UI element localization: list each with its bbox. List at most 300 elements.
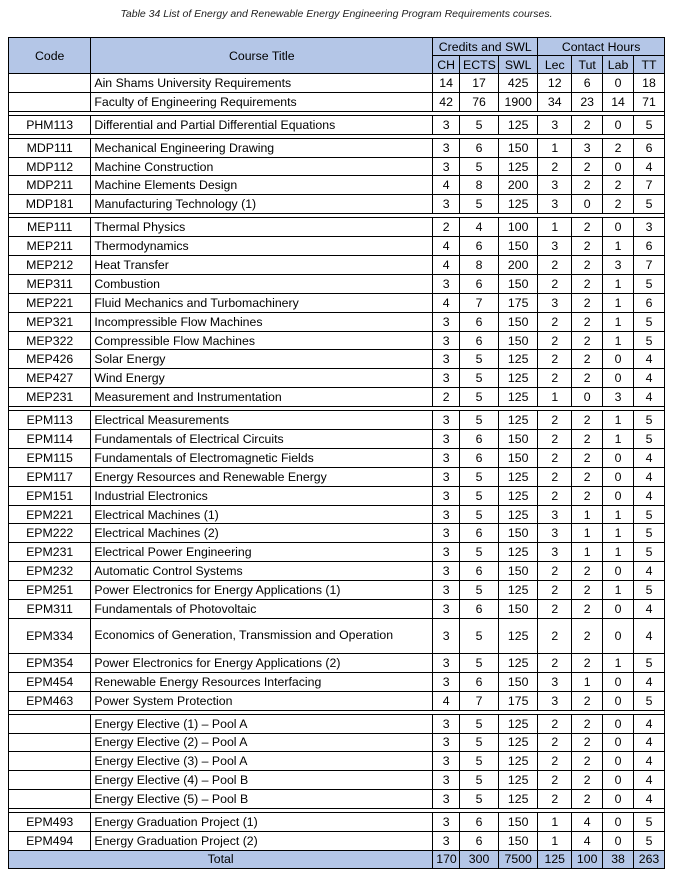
cell-ch: 3 (433, 312, 460, 331)
cell-lec: 2 (538, 157, 572, 176)
cell-lab: 1 (603, 237, 634, 256)
cell-ects: 6 (460, 312, 499, 331)
cell-ects: 7 (460, 691, 499, 710)
cell-lec: 3 (538, 524, 572, 543)
cell-title: Energy Elective (3) – Pool A (91, 752, 433, 771)
total-tut: 100 (572, 850, 603, 868)
cell-tt: 5 (634, 430, 665, 449)
cell-title: Machine Construction (91, 157, 433, 176)
cell-code: EPM354 (9, 653, 91, 672)
cell-ects: 6 (460, 331, 499, 350)
cell-tt: 4 (634, 562, 665, 581)
cell-lec: 3 (538, 176, 572, 195)
cell-title: Fundamentals of Photovoltaic (91, 600, 433, 619)
cell-tut: 2 (572, 157, 603, 176)
cell-swl: 150 (499, 237, 538, 256)
cell-tut: 2 (572, 733, 603, 752)
cell-tt: 4 (634, 369, 665, 388)
cell-lec: 3 (538, 195, 572, 214)
cell-swl: 125 (499, 486, 538, 505)
cell-ch: 3 (433, 486, 460, 505)
table-row (9, 369, 665, 388)
cell-tt: 5 (634, 581, 665, 600)
cell-swl: 125 (499, 618, 538, 653)
cell-tut: 2 (572, 411, 603, 430)
table-row (9, 733, 665, 752)
cell-title: Machine Elements Design (91, 176, 433, 195)
cell-swl: 125 (499, 350, 538, 369)
cell-lec: 2 (538, 733, 572, 752)
cell-swl: 200 (499, 176, 538, 195)
header-ch: CH (433, 56, 460, 74)
table-row (9, 74, 665, 93)
cell-ects: 5 (460, 411, 499, 430)
cell-lec: 2 (538, 331, 572, 350)
cell-tt: 5 (634, 115, 665, 134)
cell-lec: 1 (538, 388, 572, 407)
header-tut: Tut (572, 56, 603, 74)
cell-swl: 125 (499, 733, 538, 752)
cell-code: MDP111 (9, 138, 91, 157)
cell-tut: 1 (572, 543, 603, 562)
cell-ects: 7 (460, 293, 499, 312)
cell-ch: 4 (433, 293, 460, 312)
total-lab: 38 (603, 850, 634, 868)
cell-tt: 5 (634, 195, 665, 214)
table-row (9, 411, 665, 430)
cell-tt: 5 (634, 831, 665, 850)
cell-lec: 2 (538, 771, 572, 790)
cell-title: Energy Resources and Renewable Energy (91, 467, 433, 486)
cell-ects: 6 (460, 430, 499, 449)
cell-lab: 0 (603, 672, 634, 691)
cell-lec: 3 (538, 505, 572, 524)
cell-tt: 5 (634, 312, 665, 331)
cell-title: Power System Protection (91, 691, 433, 710)
cell-swl: 125 (499, 115, 538, 134)
cell-lec: 2 (538, 448, 572, 467)
cell-tut: 4 (572, 813, 603, 832)
cell-ects: 5 (460, 195, 499, 214)
cell-lec: 3 (538, 293, 572, 312)
cell-title: Electrical Machines (1) (91, 505, 433, 524)
cell-lec: 3 (538, 115, 572, 134)
cell-title: Manufacturing Technology (1) (91, 195, 433, 214)
table-row (9, 176, 665, 195)
cell-swl: 125 (499, 714, 538, 733)
table-row (9, 195, 665, 214)
cell-lab: 3 (603, 256, 634, 275)
cell-swl: 1900 (499, 92, 538, 111)
cell-lec: 2 (538, 618, 572, 653)
cell-ects: 6 (460, 237, 499, 256)
table-row (9, 543, 665, 562)
cell-ects: 6 (460, 831, 499, 850)
cell-lab: 0 (603, 691, 634, 710)
cell-title: Energy Graduation Project (2) (91, 831, 433, 850)
cell-tt: 5 (634, 691, 665, 710)
cell-tt: 6 (634, 293, 665, 312)
cell-lec: 2 (538, 752, 572, 771)
cell-lab: 0 (603, 790, 634, 809)
cell-code: EPM232 (9, 562, 91, 581)
header-course-title: Course Title (91, 38, 433, 74)
table-row (9, 714, 665, 733)
table-row (9, 218, 665, 237)
cell-tut: 2 (572, 256, 603, 275)
cell-ects: 17 (460, 74, 499, 93)
cell-code: EPM454 (9, 672, 91, 691)
cell-lec: 12 (538, 74, 572, 93)
table-row (9, 237, 665, 256)
cell-tut: 2 (572, 600, 603, 619)
cell-code: MDP181 (9, 195, 91, 214)
cell-swl: 125 (499, 467, 538, 486)
header-lec: Lec (538, 56, 572, 74)
cell-lab: 0 (603, 157, 634, 176)
cell-tut: 2 (572, 562, 603, 581)
cell-tt: 4 (634, 790, 665, 809)
cell-tut: 1 (572, 524, 603, 543)
cell-lab: 2 (603, 138, 634, 157)
cell-lab: 2 (603, 176, 634, 195)
cell-title: Energy Elective (5) – Pool B (91, 790, 433, 809)
cell-code (9, 790, 91, 809)
requirements-body (9, 74, 665, 851)
cell-tut: 4 (572, 831, 603, 850)
cell-swl: 175 (499, 691, 538, 710)
cell-title: Solar Energy (91, 350, 433, 369)
cell-tut: 2 (572, 467, 603, 486)
table-row (9, 138, 665, 157)
cell-ch: 14 (433, 74, 460, 93)
cell-ch: 3 (433, 714, 460, 733)
cell-lab: 0 (603, 115, 634, 134)
cell-ects: 4 (460, 218, 499, 237)
table-row (9, 256, 665, 275)
cell-swl: 150 (499, 138, 538, 157)
cell-tut: 2 (572, 237, 603, 256)
total-swl: 7500 (499, 850, 538, 868)
cell-lab: 1 (603, 430, 634, 449)
cell-lab: 1 (603, 411, 634, 430)
cell-tut: 2 (572, 274, 603, 293)
cell-ch: 3 (433, 543, 460, 562)
table-row (9, 581, 665, 600)
cell-ch: 3 (433, 581, 460, 600)
cell-title: Energy Elective (1) – Pool A (91, 714, 433, 733)
cell-ch: 4 (433, 237, 460, 256)
cell-swl: 125 (499, 790, 538, 809)
cell-lec: 3 (538, 691, 572, 710)
cell-ch: 4 (433, 691, 460, 710)
cell-code (9, 92, 91, 111)
cell-lec: 2 (538, 256, 572, 275)
table-row (9, 562, 665, 581)
total-row (9, 850, 665, 868)
cell-code: MEP212 (9, 256, 91, 275)
cell-title: Economics of Generation, Transmission and Operation (91, 618, 433, 653)
table-row (9, 448, 665, 467)
cell-code: EPM221 (9, 505, 91, 524)
cell-ch: 2 (433, 388, 460, 407)
cell-swl: 125 (499, 543, 538, 562)
cell-tt: 5 (634, 524, 665, 543)
cell-swl: 150 (499, 562, 538, 581)
table-row (9, 350, 665, 369)
cell-title: Fluid Mechanics and Turbomachinery (91, 293, 433, 312)
cell-ch: 3 (433, 331, 460, 350)
cell-code: EPM334 (9, 618, 91, 653)
cell-title: Heat Transfer (91, 256, 433, 275)
total-lec: 125 (538, 850, 572, 868)
cell-ects: 6 (460, 448, 499, 467)
table-row (9, 524, 665, 543)
cell-ects: 5 (460, 388, 499, 407)
cell-ects: 6 (460, 138, 499, 157)
cell-swl: 125 (499, 411, 538, 430)
cell-lab: 2 (603, 195, 634, 214)
cell-code: MEP311 (9, 274, 91, 293)
cell-lec: 2 (538, 430, 572, 449)
cell-ch: 3 (433, 653, 460, 672)
cell-swl: 125 (499, 388, 538, 407)
cell-lec: 3 (538, 672, 572, 691)
cell-ch: 3 (433, 524, 460, 543)
cell-ch: 3 (433, 790, 460, 809)
cell-lec: 1 (538, 813, 572, 832)
cell-lec: 2 (538, 350, 572, 369)
cell-lec: 2 (538, 714, 572, 733)
cell-tut: 2 (572, 350, 603, 369)
cell-title: Renewable Energy Resources Interfacing (91, 672, 433, 691)
cell-code: MEP231 (9, 388, 91, 407)
cell-code: EPM311 (9, 600, 91, 619)
cell-lab: 0 (603, 714, 634, 733)
table-row (9, 430, 665, 449)
cell-ch: 3 (433, 350, 460, 369)
cell-ch: 3 (433, 138, 460, 157)
cell-code: PHM113 (9, 115, 91, 134)
cell-swl: 125 (499, 505, 538, 524)
cell-tut: 2 (572, 486, 603, 505)
cell-title: Combustion (91, 274, 433, 293)
cell-ch: 4 (433, 256, 460, 275)
cell-lab: 1 (603, 293, 634, 312)
cell-ects: 5 (460, 115, 499, 134)
total-label: Total (9, 850, 433, 868)
cell-swl: 150 (499, 274, 538, 293)
cell-swl: 125 (499, 752, 538, 771)
table-row (9, 600, 665, 619)
cell-ects: 5 (460, 467, 499, 486)
cell-tut: 2 (572, 218, 603, 237)
header-code: Code (9, 38, 91, 74)
cell-title: Electrical Power Engineering (91, 543, 433, 562)
cell-ch: 3 (433, 115, 460, 134)
cell-ch: 3 (433, 157, 460, 176)
cell-lab: 0 (603, 813, 634, 832)
cell-ch: 3 (433, 813, 460, 832)
cell-ects: 5 (460, 771, 499, 790)
cell-tt: 3 (634, 218, 665, 237)
header-contact-group: Contact Hours (538, 38, 665, 56)
cell-lab: 1 (603, 331, 634, 350)
cell-ch: 3 (433, 411, 460, 430)
cell-tut: 2 (572, 771, 603, 790)
cell-tut: 0 (572, 388, 603, 407)
table-row (9, 752, 665, 771)
cell-ects: 5 (460, 714, 499, 733)
table-row (9, 790, 665, 809)
cell-ects: 8 (460, 256, 499, 275)
table-row (9, 505, 665, 524)
cell-swl: 425 (499, 74, 538, 93)
cell-ects: 5 (460, 505, 499, 524)
cell-lab: 1 (603, 274, 634, 293)
cell-lab: 0 (603, 218, 634, 237)
cell-title: Wind Energy (91, 369, 433, 388)
cell-code: EPM494 (9, 831, 91, 850)
cell-code: EPM493 (9, 813, 91, 832)
cell-ch: 3 (433, 274, 460, 293)
cell-swl: 125 (499, 369, 538, 388)
table-row (9, 486, 665, 505)
table-row (9, 274, 665, 293)
cell-tut: 2 (572, 312, 603, 331)
cell-code: EPM463 (9, 691, 91, 710)
cell-ects: 6 (460, 562, 499, 581)
cell-lab: 3 (603, 388, 634, 407)
header-lab: Lab (603, 56, 634, 74)
cell-tt: 4 (634, 350, 665, 369)
cell-tut: 2 (572, 176, 603, 195)
cell-code: EPM115 (9, 448, 91, 467)
cell-ects: 5 (460, 350, 499, 369)
cell-lec: 1 (538, 138, 572, 157)
total-ects: 300 (460, 850, 499, 868)
cell-title: Fundamentals of Electromagnetic Fields (91, 448, 433, 467)
cell-title: Faculty of Engineering Requirements (91, 92, 433, 111)
cell-lab: 0 (603, 618, 634, 653)
cell-title: Energy Elective (2) – Pool A (91, 733, 433, 752)
cell-swl: 150 (499, 831, 538, 850)
cell-tut: 2 (572, 653, 603, 672)
cell-ects: 5 (460, 581, 499, 600)
header-ects: ECTS (460, 56, 499, 74)
cell-lab: 0 (603, 600, 634, 619)
cell-swl: 150 (499, 430, 538, 449)
cell-code: MEP426 (9, 350, 91, 369)
header-credits-group: Credits and SWL (433, 38, 538, 56)
cell-tt: 71 (634, 92, 665, 111)
cell-code: EPM113 (9, 411, 91, 430)
cell-tt: 6 (634, 237, 665, 256)
cell-code: MEP321 (9, 312, 91, 331)
cell-tut: 6 (572, 74, 603, 93)
cell-lab: 1 (603, 505, 634, 524)
cell-tut: 1 (572, 505, 603, 524)
cell-code: MEP221 (9, 293, 91, 312)
table-row (9, 771, 665, 790)
cell-swl: 150 (499, 524, 538, 543)
cell-title: Measurement and Instrumentation (91, 388, 433, 407)
cell-code: EPM117 (9, 467, 91, 486)
cell-ects: 5 (460, 486, 499, 505)
table-row (9, 115, 665, 134)
table-row (9, 618, 665, 653)
cell-lec: 1 (538, 831, 572, 850)
cell-ch: 3 (433, 467, 460, 486)
cell-lab: 0 (603, 733, 634, 752)
cell-tut: 2 (572, 752, 603, 771)
cell-swl: 150 (499, 672, 538, 691)
cell-swl: 100 (499, 218, 538, 237)
cell-swl: 150 (499, 600, 538, 619)
cell-title: Incompressible Flow Machines (91, 312, 433, 331)
cell-tut: 2 (572, 115, 603, 134)
table-row (9, 331, 665, 350)
table-row (9, 312, 665, 331)
cell-code: EPM231 (9, 543, 91, 562)
cell-ch: 3 (433, 771, 460, 790)
cell-ects: 5 (460, 543, 499, 562)
cell-ch: 3 (433, 505, 460, 524)
cell-tt: 7 (634, 176, 665, 195)
cell-lab: 1 (603, 653, 634, 672)
cell-lec: 2 (538, 312, 572, 331)
cell-lab: 0 (603, 369, 634, 388)
cell-title: Power Electronics for Energy Applications (1) (91, 581, 433, 600)
cell-swl: 150 (499, 331, 538, 350)
cell-lab: 1 (603, 312, 634, 331)
cell-tut: 2 (572, 790, 603, 809)
cell-title: Industrial Electronics (91, 486, 433, 505)
cell-tut: 2 (572, 581, 603, 600)
cell-tt: 5 (634, 505, 665, 524)
total-tt: 263 (634, 850, 665, 868)
cell-tut: 2 (572, 430, 603, 449)
cell-tt: 4 (634, 486, 665, 505)
cell-ects: 5 (460, 157, 499, 176)
cell-tut: 2 (572, 369, 603, 388)
cell-swl: 125 (499, 581, 538, 600)
cell-ects: 5 (460, 790, 499, 809)
cell-lec: 1 (538, 218, 572, 237)
cell-lab: 1 (603, 543, 634, 562)
table-caption: Table 34 List of Energy and Renewable Energy Engineering Program Requirements courses. (120, 8, 553, 20)
cell-tut: 2 (572, 691, 603, 710)
cell-tt: 5 (634, 411, 665, 430)
cell-code: EPM222 (9, 524, 91, 543)
cell-tut: 2 (572, 618, 603, 653)
cell-code: EPM151 (9, 486, 91, 505)
cell-lab: 0 (603, 752, 634, 771)
cell-ch: 3 (433, 600, 460, 619)
cell-ch: 3 (433, 752, 460, 771)
table-row (9, 653, 665, 672)
cell-swl: 150 (499, 312, 538, 331)
cell-tt: 4 (634, 752, 665, 771)
cell-tt: 7 (634, 256, 665, 275)
table-row (9, 672, 665, 691)
table-row (9, 831, 665, 850)
cell-tt: 4 (634, 771, 665, 790)
cell-ch: 2 (433, 218, 460, 237)
cell-title: Energy Graduation Project (1) (91, 813, 433, 832)
cell-lec: 2 (538, 581, 572, 600)
cell-code (9, 771, 91, 790)
